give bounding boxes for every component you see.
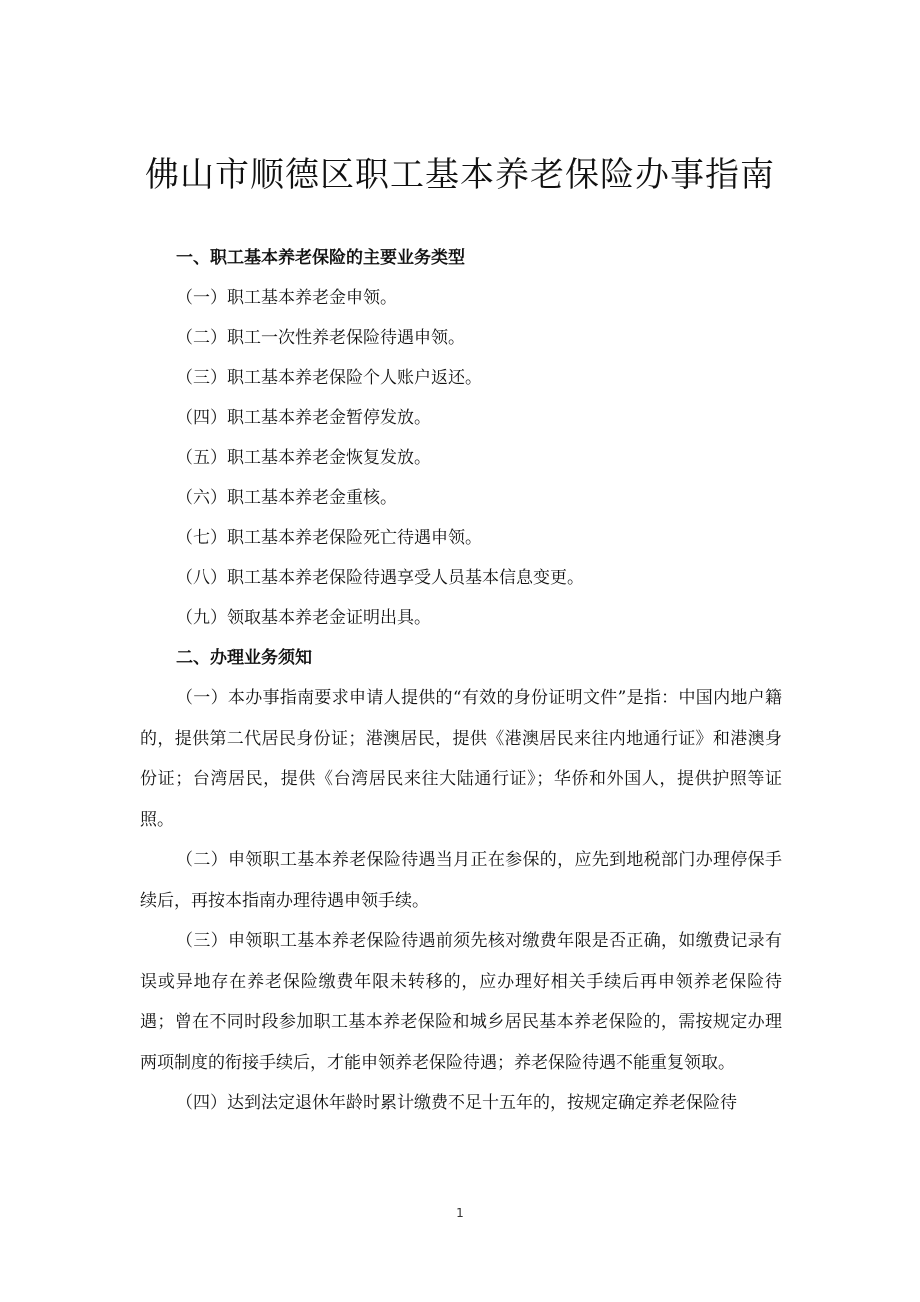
- paragraph: （三）申领职工基本养老保险待遇前须先核对缴费年限是否正确，如缴费记录有误或异地存在养老保险缴费年限未转移的，应办理好相关手续后再申领养老保险待遇；曾在不同时段参加职工基本养老保险和城乡居民基本养老保险的，需按规定办理两项制度的衔接手续后，才能申领养老保险待遇；养老保险待遇不能重复领取。: [140, 931, 782, 1073]
- list-item: （七）职工基本养老保险死亡待遇申领。: [176, 528, 482, 548]
- list-item: （一）职工基本养老金申领。: [176, 288, 397, 308]
- list-item: （二）职工一次性养老保险待遇申领。: [176, 328, 465, 348]
- page-title: 佛山市顺德区职工基本养老保险办事指南: [145, 155, 775, 195]
- section-2-heading: 二、办理业务须知: [176, 648, 312, 668]
- page-number: 1: [456, 1206, 464, 1220]
- paragraph: （二）申领职工基本养老保险待遇当月正在参保的，应先到地税部门办理停保手续后，再按本指南办理待遇申领手续。: [140, 850, 782, 911]
- list-item: （九）领取基本养老金证明出具。: [176, 608, 431, 628]
- paragraph: （一）本办事指南要求申请人提供的“有效的身份证明文件”是指：中国内地户籍的，提供第二代居民身份证；港澳居民，提供《港澳居民来往内地通行证》和港澳身份证；台湾居民，提供《台湾居民来往大陆通行证》；华侨和外国人，提供护照等证照。: [140, 688, 782, 830]
- document-body: [140, 238, 782, 1124]
- paragraph: （四）达到法定退休年龄时累计缴费不足十五年的，按规定确定养老保险待: [176, 1093, 737, 1113]
- list-item: （六）职工基本养老金重核。: [176, 488, 397, 508]
- list-item: （三）职工基本养老保险个人账户返还。: [176, 368, 482, 388]
- list-item: （八）职工基本养老保险待遇享受人员基本信息变更。: [176, 568, 584, 588]
- list-item: （五）职工基本养老金恢复发放。: [176, 448, 431, 468]
- section-1-heading: 一、职工基本养老保险的主要业务类型: [176, 248, 465, 268]
- list-item: （四）职工基本养老金暂停发放。: [176, 408, 431, 428]
